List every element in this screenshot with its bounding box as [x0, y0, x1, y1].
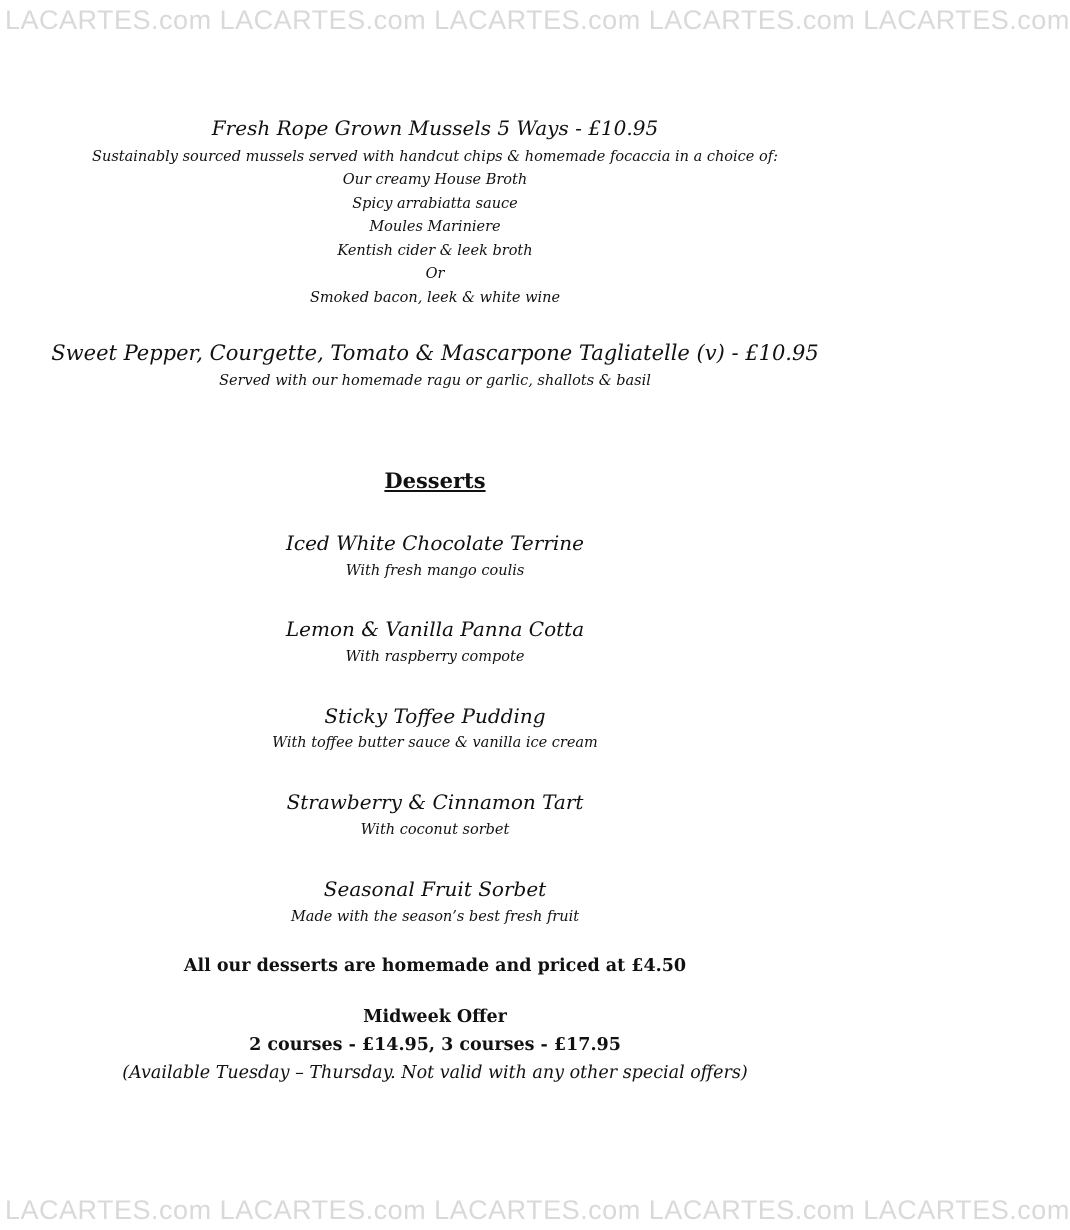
watermark-top: LACARTES.com LACARTES.com LACARTES.com LACARTES.com LACARTES.com — [5, 5, 1070, 35]
dessert-name: Strawberry & Cinnamon Tart — [286, 790, 584, 814]
dessert-name: Seasonal Fruit Sorbet — [323, 877, 547, 901]
dish-option: Kentish cider & leek broth — [337, 243, 533, 259]
desserts-heading: Desserts — [384, 468, 486, 493]
offer-prices: 2 courses - £14.95, 3 courses - £17.95 — [249, 1035, 621, 1055]
dessert-name: Lemon & Vanilla Panna Cotta — [285, 617, 585, 641]
dish-option: Our creamy House Broth — [342, 172, 528, 188]
dessert-description: With fresh mango coulis — [345, 563, 525, 579]
dish-option: Or — [425, 266, 445, 282]
dish-title-mussels: Fresh Rope Grown Mussels 5 Ways - £10.95 — [211, 116, 659, 140]
dessert-description: With raspberry compote — [345, 649, 525, 665]
dish-title-tagliatelle: Sweet Pepper, Courgette, Tomato & Mascarpone Tagliatelle (v) - £10.95 — [51, 341, 819, 365]
dish-option: Smoked bacon, leek & white wine — [309, 290, 561, 306]
dessert-description: With coconut sorbet — [360, 822, 510, 838]
dessert-description: Made with the season’s best fresh fruit — [290, 909, 580, 925]
dish-description: Sustainably sourced mussels served with handcut chips & homemade focaccia in a choice of: — [92, 149, 778, 165]
dish-option: Moules Mariniere — [369, 219, 501, 235]
dish-option: Spicy arrabiatta sauce — [352, 196, 518, 212]
dessert-name: Iced White Chocolate Terrine — [285, 531, 585, 555]
dessert-name: Sticky Toffee Pudding — [324, 704, 546, 728]
offer-title: Midweek Offer — [363, 1007, 507, 1027]
offer-terms: (Available Tuesday – Thursday. Not valid with any other special offers) — [122, 1063, 748, 1083]
watermark-bottom: LACARTES.com LACARTES.com LACARTES.com LACARTES.com LACARTES.com — [5, 1195, 1070, 1225]
dessert-description: With toffee butter sauce & vanilla ice cream — [272, 735, 598, 751]
desserts-price-note: All our desserts are homemade and priced at £4.50 — [183, 956, 687, 976]
dish-description: Served with our homemade ragu or garlic, shallots & basil — [219, 373, 651, 389]
